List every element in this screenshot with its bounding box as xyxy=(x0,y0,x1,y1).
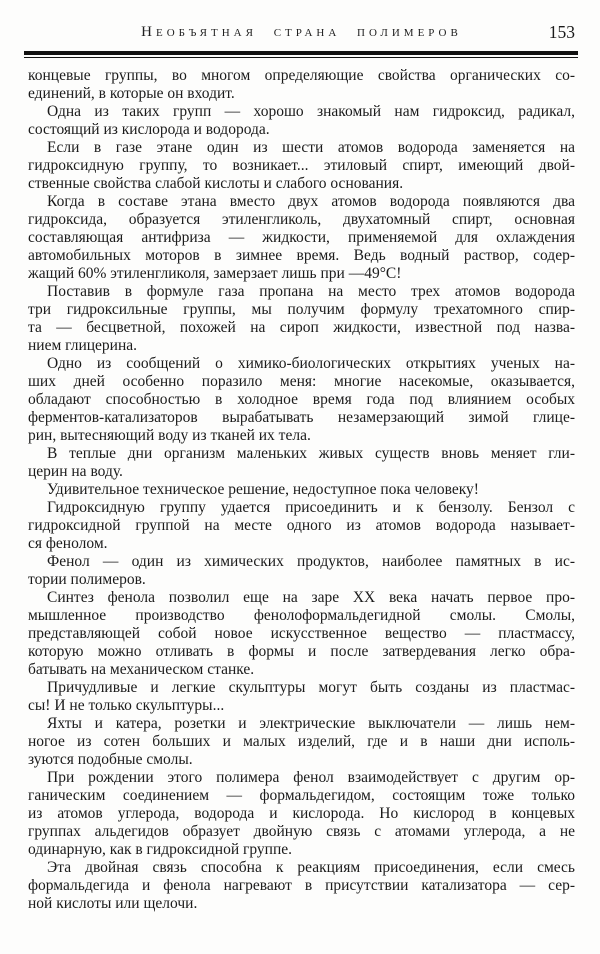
page-header xyxy=(28,24,575,44)
text-line: ганическим соединением — формальдегидом, состоящим тоже только xyxy=(28,787,575,804)
text-line: которую можно отливать в формы и после затвердевания легко обра- xyxy=(28,643,575,660)
text-line: церин на воду. xyxy=(28,463,123,480)
text-line: мышленное производство фенолоформальдегидной смолы. Смолы, xyxy=(28,607,575,624)
text-line: представляющей собой новое искусственное вещество — пластмассу, xyxy=(28,625,575,642)
text-line: батывать на механическом станке. xyxy=(28,661,255,678)
paragraph xyxy=(28,283,575,355)
paragraph xyxy=(28,589,575,679)
text-line: единений, в которые он входит. xyxy=(28,85,235,102)
text-line: нием глицерина. xyxy=(28,337,138,354)
paragraph xyxy=(28,769,575,859)
page-number: 153 xyxy=(548,22,575,42)
text-line: ся фенолом. xyxy=(28,535,108,552)
text-line: состоящий из кислорода и водорода. xyxy=(28,121,270,138)
text-line: Фенол — один из химических продуктов, наиболее памятных в ис- xyxy=(47,553,575,570)
text-line: Одна из таких групп — хорошо знакомый нам гидроксид, радикал, xyxy=(47,103,575,120)
text-line: рин, вытесняющий воду из тканей их тела. xyxy=(28,427,311,444)
running-title: Необъятная страна полимеров xyxy=(141,24,462,40)
text-line: Синтез фенола позволил еще на заре XX века начать первое про- xyxy=(47,589,575,606)
text-line: Когда в составе этана вместо двух атомов водорода появляются два xyxy=(47,193,575,210)
paragraph xyxy=(28,679,575,715)
text-line: жащий 60% этиленгликоля, замерзает лишь при —49°С! xyxy=(28,265,402,282)
paragraph xyxy=(28,139,575,193)
paragraph xyxy=(28,499,575,553)
text-line: сы! И не только скульптуры... xyxy=(28,697,225,714)
text-line: При рождении этого полимера фенол взаимодействует с другим ор- xyxy=(47,769,575,786)
paragraph xyxy=(28,355,575,445)
text-line: Поставив в формуле газа пропана на место трех атомов водорода xyxy=(47,283,575,300)
text-line: ших дней особенно поразило меня: многие насекомые, оказывается, xyxy=(28,373,575,390)
text-line: ственные свойства слабой кислоты и слабого основания. xyxy=(28,175,404,192)
text-line: из атомов углерода, водорода и кислорода. Но кислород в концевых xyxy=(28,805,575,822)
text-line: Причудливые и легкие скульптуры могут быть созданы из пластмас- xyxy=(47,679,575,696)
text-line: та — бесцветной, похожей на сироп жидкости, известной под назва- xyxy=(28,319,575,336)
paragraph xyxy=(28,859,575,913)
paragraph xyxy=(28,445,575,481)
header-rule-thin xyxy=(24,57,578,58)
text-line: Гидроксидную группу удается присоединить и к бензолу. Бензол с xyxy=(47,499,575,516)
text-line: гидроксида, образуется этиленгликоль, двухатомный спирт, основная xyxy=(28,211,575,228)
text-line: концевые группы, во многом определяющие свойства органических со- xyxy=(28,67,575,84)
text-line: гидроксидную группу, то возникает... этиловый спирт, имеющий двой- xyxy=(28,157,575,174)
paragraph xyxy=(28,193,575,283)
text-line: Если в газе этане один из шести атомов водорода заменяется на xyxy=(47,139,575,156)
text-line: группах альдегидов образует двойную связь с атомами углерода, а не xyxy=(28,823,575,840)
paragraph xyxy=(28,67,575,103)
paragraph xyxy=(28,103,575,139)
page-body xyxy=(28,67,575,913)
text-line: формальдегида и фенола нагревают в присутствии катализатора — сер- xyxy=(28,877,575,894)
text-line: В теплые дни организм маленьких живых существ вновь меняет гли- xyxy=(47,445,575,462)
text-line: гидроксидной группой на месте одного из атомов водорода называет- xyxy=(28,517,575,534)
text-line: тории полимеров. xyxy=(28,571,146,588)
text-line: составляющая антифриза — жидкости, применяемой для охлаждения xyxy=(28,229,575,246)
text-line: Одно из сообщений о химико-биологических открытиях ученых на- xyxy=(47,355,575,372)
text-line: обладают способностью в холодное время года под влиянием особых xyxy=(28,391,575,408)
text-line: одинарную, как в гидроксидной группе. xyxy=(28,841,293,858)
paragraph xyxy=(28,715,575,769)
text-line: ферментов-катализаторов вырабатывать незамерзающий зимой глице- xyxy=(28,409,575,426)
text-line: зуются подобные смолы. xyxy=(28,751,193,768)
text-line: ногое из сотен больших и малых изделий, где и в наши дни исполь- xyxy=(28,733,575,750)
text-line: Эта двойная связь способна к реакциям присоединения, если смесь xyxy=(47,859,575,876)
text-line: ной кислоты или щелочи. xyxy=(28,895,198,912)
header-rule xyxy=(24,51,578,58)
paragraph xyxy=(28,481,575,499)
text-line: Удивительное техническое решение, недоступное пока человеку! xyxy=(47,481,479,498)
text-line: автомобильных моторов в зимнее время. Ведь водный раствор, содер- xyxy=(28,247,575,264)
paragraph xyxy=(28,553,575,589)
text-line: три гидроксильные группы, мы получим формулу трехатомного спир- xyxy=(28,301,575,318)
text-line: Яхты и катера, розетки и электрические выключатели — лишь нем- xyxy=(47,715,575,732)
